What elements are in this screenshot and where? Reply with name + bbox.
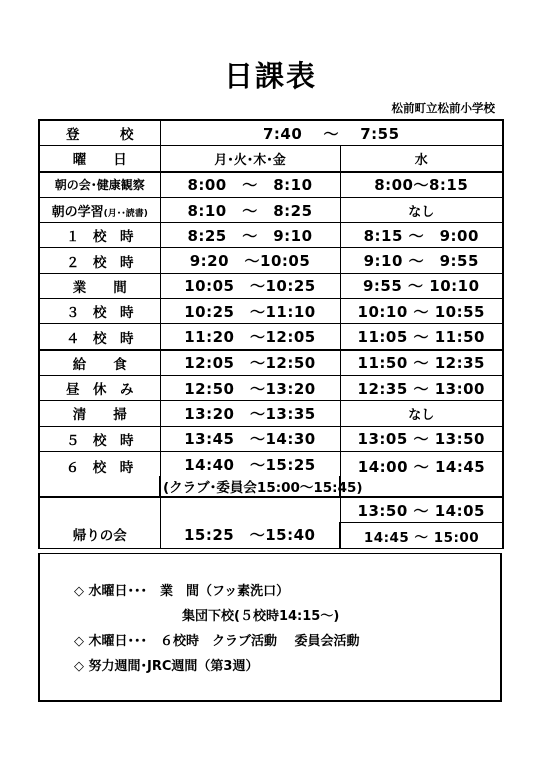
row-label: 給 食 xyxy=(39,350,160,376)
schedule-table xyxy=(38,119,504,549)
day-header-mon: 月･火･木･金 xyxy=(160,146,340,172)
row-label: 清 掃 xyxy=(39,401,160,426)
time-mon: 9:20 ～10:05 xyxy=(160,248,340,273)
time-wed: なし xyxy=(340,197,503,222)
row-label: 業 間 xyxy=(39,273,160,298)
row-label xyxy=(39,197,160,222)
time-wed: 8:15 ～ 9:00 xyxy=(340,223,503,248)
time-wed: 8:00～8:15 xyxy=(340,172,503,198)
row-label: 帰りの会 xyxy=(39,497,160,548)
note-line: ◇ 水曜日･･･ 業 間（フッ素洗口） xyxy=(74,584,290,599)
time-wed: 14:45 ～ 15:00 xyxy=(340,523,503,548)
row-label: ４ 校 時 xyxy=(39,324,160,350)
table-row xyxy=(39,299,503,324)
school-name: 松前町立松前小学校 xyxy=(391,101,495,115)
time-wed: 13:05 ～ 13:50 xyxy=(340,426,503,451)
row-label: ３ 校 時 xyxy=(39,299,160,324)
time-mon: 12:50 ～13:20 xyxy=(160,375,340,400)
note-line: ◇ 木曜日･･･ ６校時 クラブ活動 委員会活動 xyxy=(74,634,360,649)
row-label: ２ 校 時 xyxy=(39,248,160,273)
row-label: 曜 日 xyxy=(39,146,160,172)
time-mon: 10:05 ～10:25 xyxy=(160,273,340,298)
row-label: 登 校 xyxy=(39,120,160,146)
table-row xyxy=(39,197,503,222)
row-label: 昼 休 み xyxy=(39,375,160,400)
table-row xyxy=(39,248,503,273)
time-mon: 13:45 ～14:30 xyxy=(160,426,340,451)
row-label-text: 朝の学習 xyxy=(51,204,104,220)
time-mon: 10:25 ～11:10 xyxy=(160,299,340,324)
row-label: 朝の会･健康観察 xyxy=(39,172,160,198)
time-wed: 11:50 ～ 12:35 xyxy=(340,350,503,376)
table-row xyxy=(39,120,503,146)
arrival-time: 7:40 ～ 7:55 xyxy=(160,120,503,146)
time-wed: 9:55 ～ 10:10 xyxy=(340,273,503,298)
club-note: (クラブ･委員会15:00～15:45) xyxy=(160,476,340,497)
table-row xyxy=(39,350,503,376)
time-mon: 15:25 ～15:40 xyxy=(160,497,340,548)
time-wed: 13:50 ～ 14:05 xyxy=(340,497,503,523)
table-row xyxy=(39,146,503,172)
time-mon: 8:00 ～ 8:10 xyxy=(160,172,340,198)
table-row xyxy=(39,324,503,350)
table-row xyxy=(39,426,503,451)
time-wed: なし xyxy=(340,401,503,426)
table-row xyxy=(39,223,503,248)
time-mon: 12:05 ～12:50 xyxy=(160,350,340,376)
row-label: １ 校 時 xyxy=(39,223,160,248)
notes-box xyxy=(38,553,502,702)
time-wed: 12:35 ～ 13:00 xyxy=(340,375,503,400)
time-mon: 11:20 ～12:05 xyxy=(160,324,340,350)
time-mon: 8:10 ～ 8:25 xyxy=(160,197,340,222)
table-row xyxy=(39,172,503,198)
table-row xyxy=(39,273,503,298)
time-wed: 10:10 ～ 10:55 xyxy=(340,299,503,324)
time-mon: 14:40 ～15:25 xyxy=(160,451,340,476)
page-title: 日課表 xyxy=(223,59,317,93)
table-row xyxy=(39,497,503,523)
note-line: ◇ 努力週間･JRC週間（第3週） xyxy=(74,659,259,674)
table-row xyxy=(39,401,503,426)
time-mon: 8:25 ～ 9:10 xyxy=(160,223,340,248)
note-line: 集団下校(５校時14:15～) xyxy=(182,609,340,624)
day-header-wed: 水 xyxy=(340,146,503,172)
row-label: ５ 校 時 xyxy=(39,426,160,451)
row-label: ６ 校 時 xyxy=(39,451,160,497)
table-row xyxy=(39,375,503,400)
time-mon: 13:20 ～13:35 xyxy=(160,401,340,426)
row-label-sub: (月･･読書) xyxy=(103,208,148,219)
time-wed: 11:05 ～ 11:50 xyxy=(340,324,503,350)
table-row xyxy=(39,451,503,476)
time-wed: 14:00 ～ 14:45 xyxy=(340,451,503,497)
time-wed: 9:10 ～ 9:55 xyxy=(340,248,503,273)
